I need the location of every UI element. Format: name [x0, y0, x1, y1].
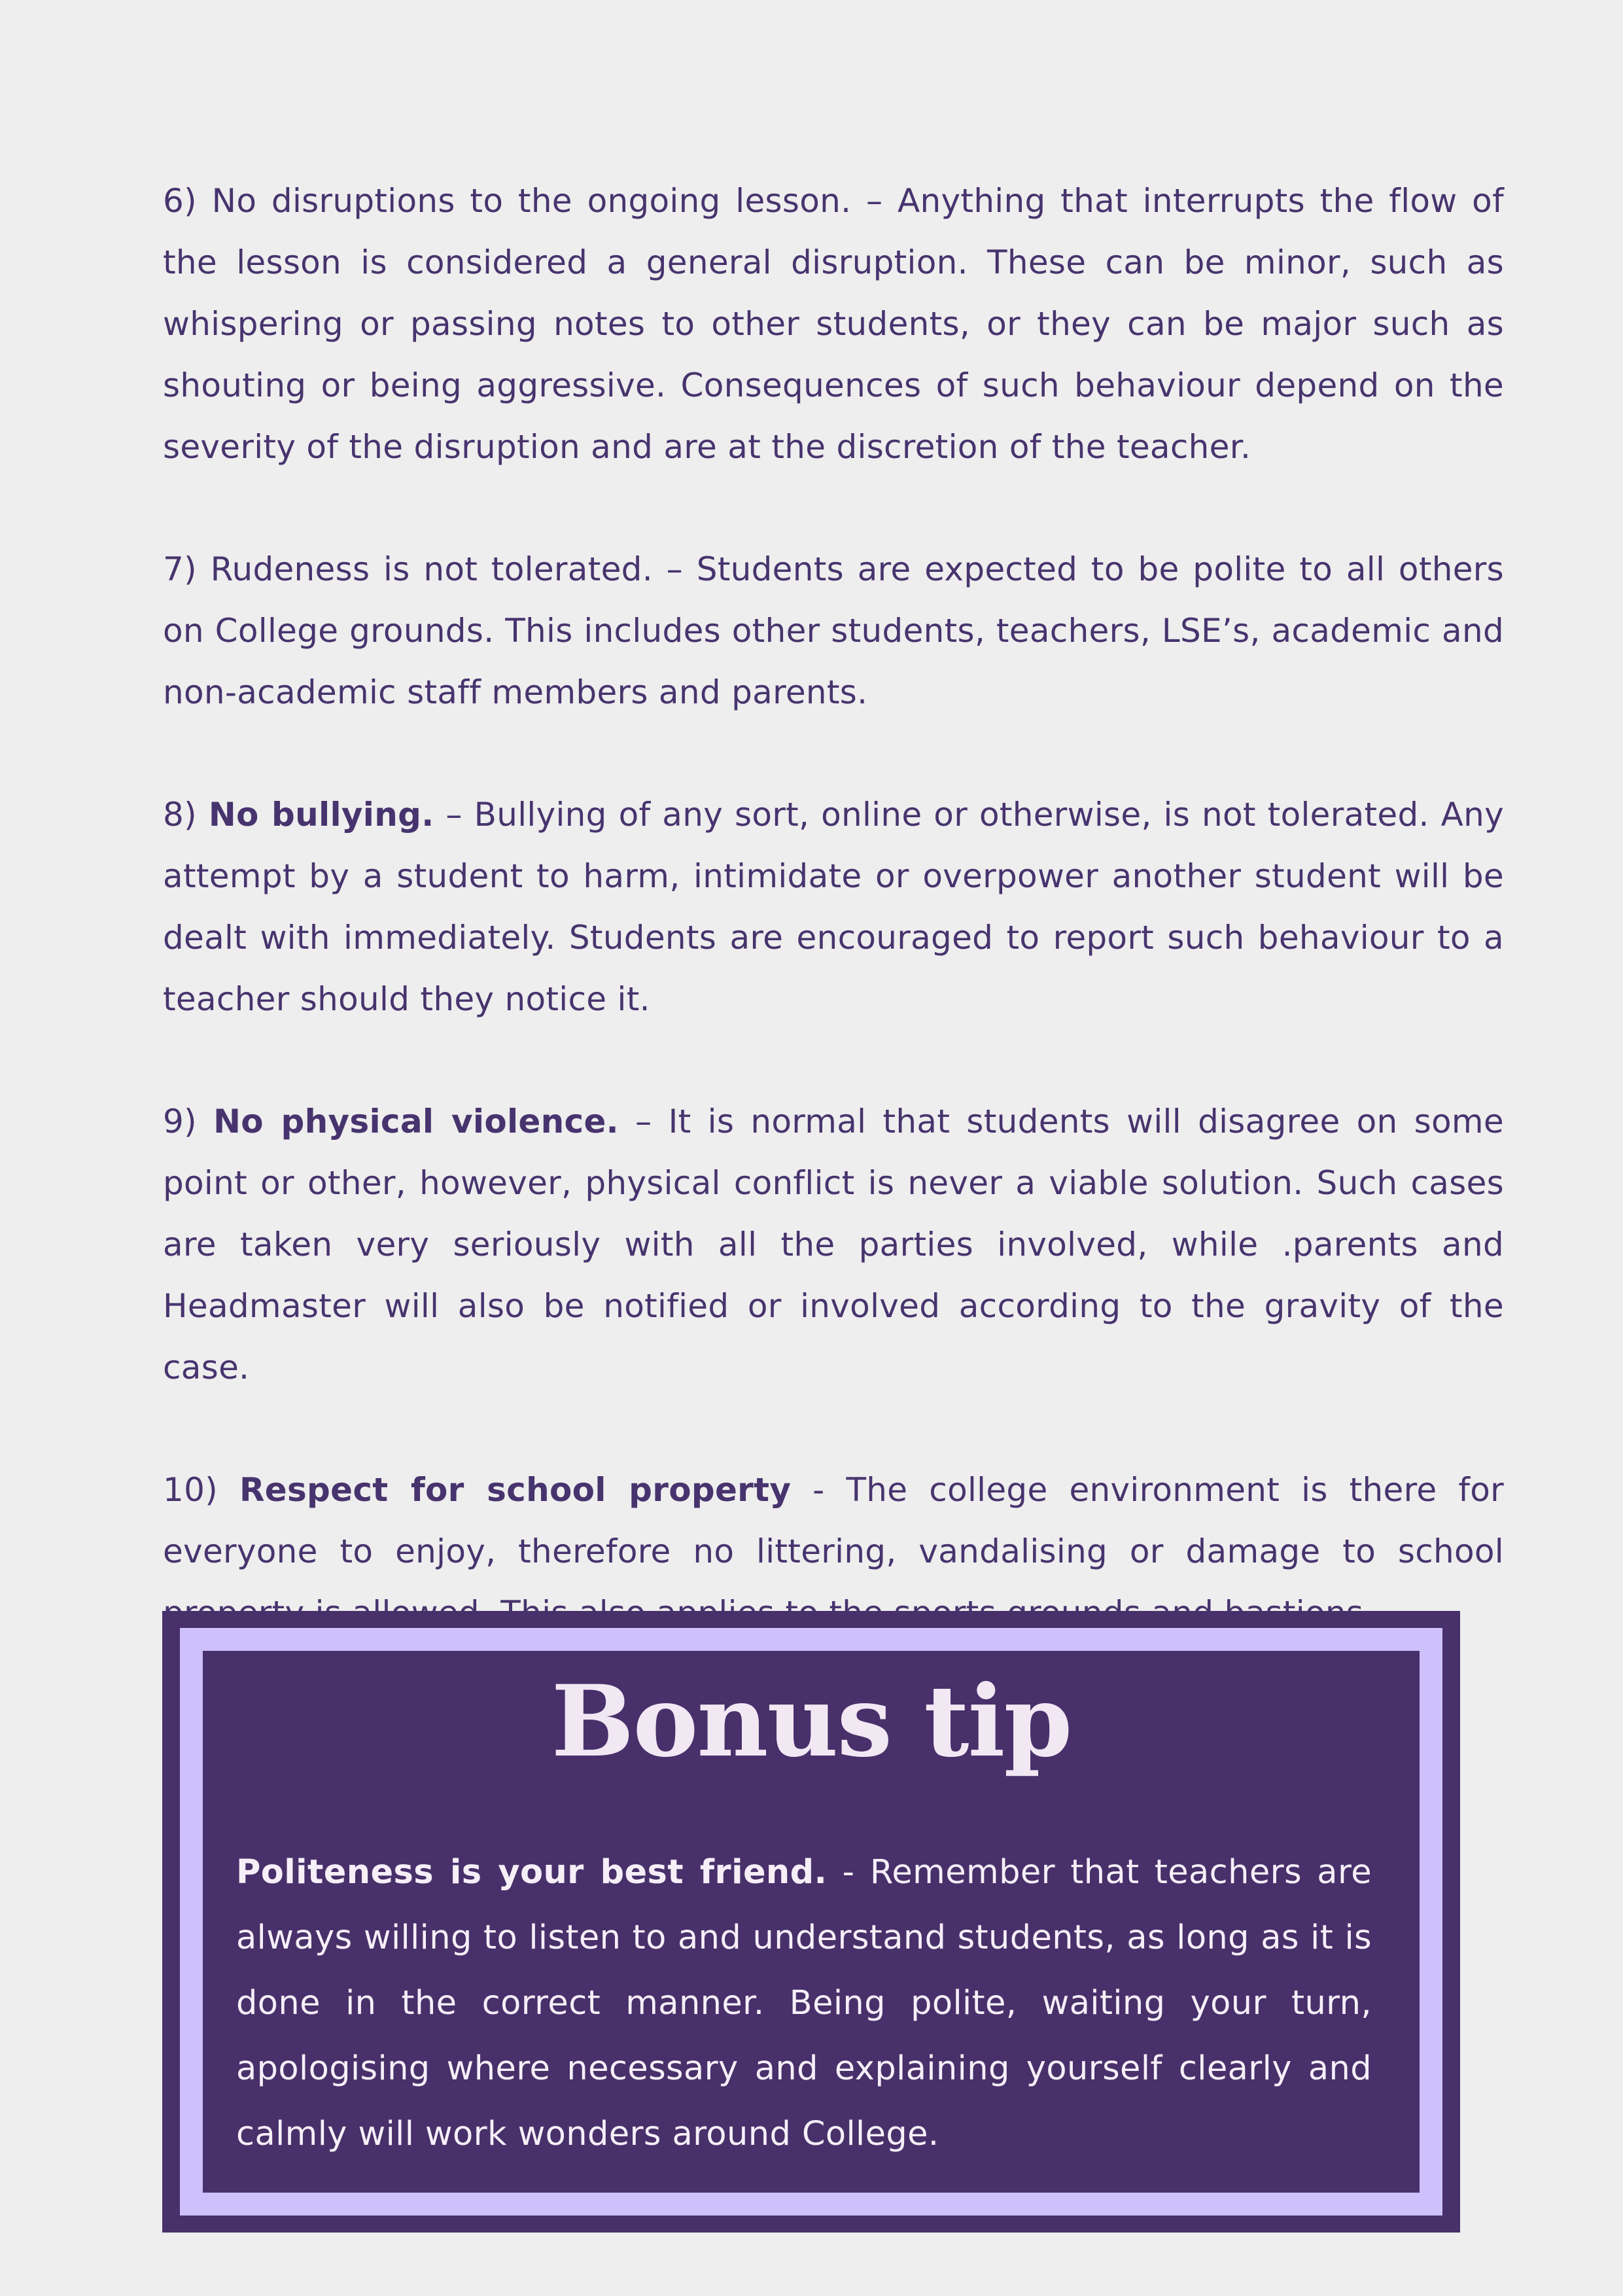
bonus-tip-panel	[203, 1651, 1420, 2193]
rule-8	[163, 784, 1504, 1030]
rule-body: – Anything that interrupts the flow of the lesson is considered a general disruption. These can be minor, such as whispering or passing notes to other students, or they can be major such as shouting or being aggressive. Consequences of such behaviour depend on the severity of the disruption and are at the discretion of the teacher.	[163, 182, 1504, 466]
bonus-tip-border	[180, 1628, 1442, 2216]
rule-7	[163, 539, 1504, 723]
bonus-tip-body: - Remember that teachers are always willing to listen to and understand students, as long as it is done in the correct manner. Being polite, waiting your turn, apologising where necessary and explaining yourself clearly and calmly will work wonders around College.	[236, 1853, 1372, 2153]
rule-body: – It is normal that students will disagree on some point or other, however, physical conflict is never a viable solution. Such cases are taken very seriously with all the parties involved, while .parents and Headmaster will also be notified or involved according to the gravity of the case.	[163, 1103, 1504, 1386]
bonus-tip-box	[162, 1611, 1460, 2233]
rule-title: No physical violence.	[213, 1103, 619, 1140]
rule-title: No bullying.	[208, 796, 434, 834]
rule-body: – Students are expected to be polite to all others on College grounds. This includes other students, teachers, LSE’s, academic and non-academic staff members and parents.	[163, 550, 1504, 711]
bonus-tip-lead: Politeness is your best friend.	[236, 1853, 828, 1892]
rule-number: 8)	[163, 796, 197, 834]
rule-6	[163, 170, 1504, 478]
rule-9	[163, 1091, 1504, 1398]
rule-number: 7)	[163, 550, 197, 588]
rule-title: Respect for school property	[239, 1471, 792, 1509]
bonus-tip-text	[236, 1840, 1372, 2167]
rule-body: – Bullying of any sort, online or otherwise, is not tolerated. Any attempt by a student to harm, intimidate or overpower another student will be dealt with immediately. Students are encouraged to report such behaviour to a teacher should they notice it.	[163, 796, 1504, 1018]
rule-title: Rudeness is not tolerated.	[210, 550, 653, 588]
bonus-tip-heading: Bonus tip	[551, 1664, 1072, 1779]
rule-number: 9)	[163, 1103, 197, 1140]
rules-list	[163, 170, 1504, 1704]
rule-body: - The college environment is there for everyone to enjoy, therefore no littering, vandalising or damage to school	[163, 1471, 1504, 1570]
rule-number: 6)	[163, 182, 197, 220]
rule-title: No disruptions to the ongoing lesson.	[211, 182, 852, 220]
rule-number: 10)	[163, 1471, 218, 1509]
